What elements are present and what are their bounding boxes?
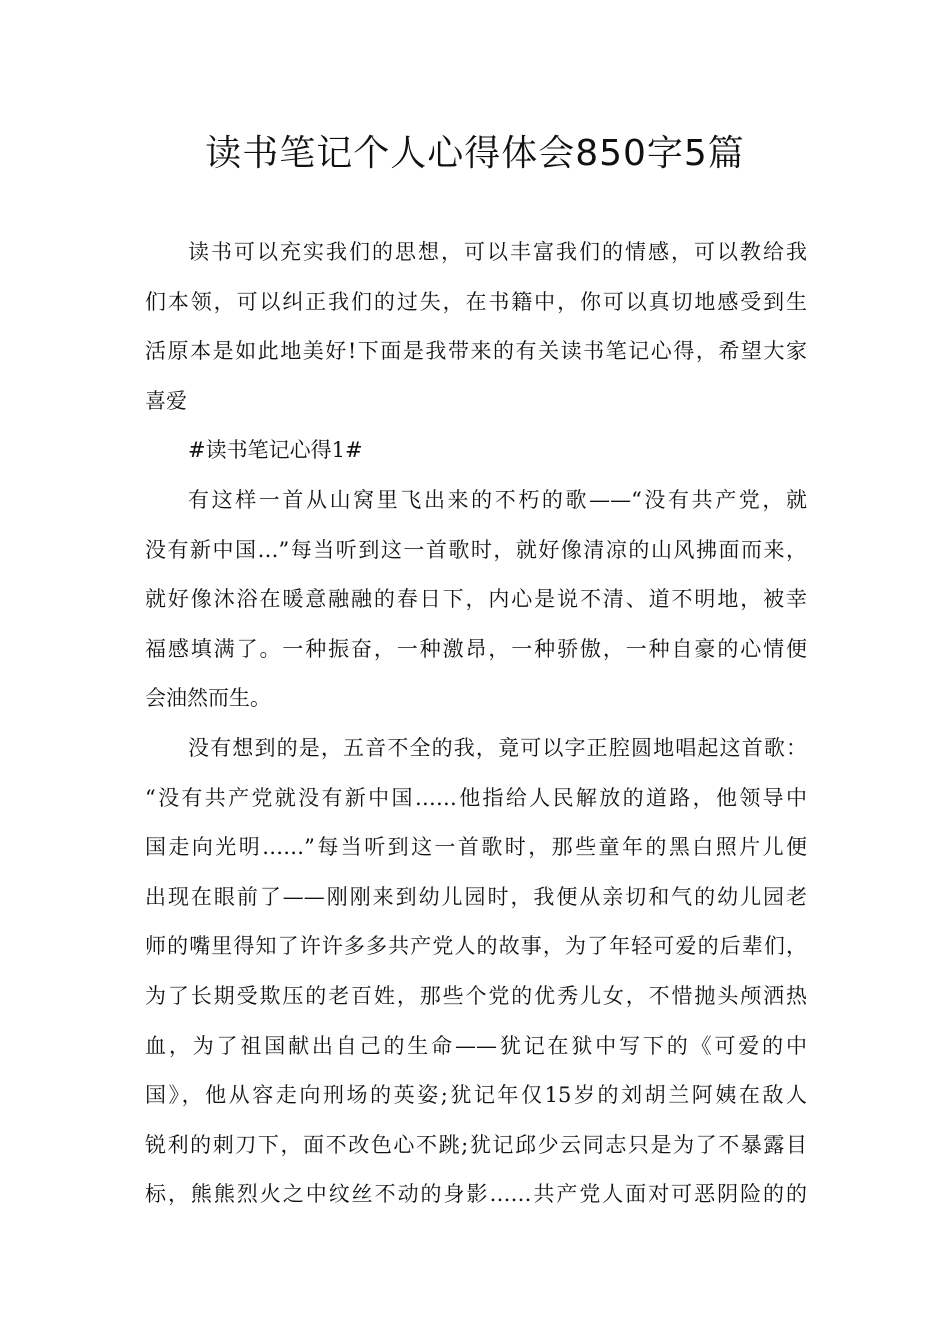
- document-title: 读书笔记个人心得体会850字5篇: [205, 133, 745, 174]
- text-line: “没有共产党就没有新中国……他指给人民解放的道路，他领导中: [145, 785, 807, 810]
- text-line: 标，熊熊烈火之中纹丝不动的身影……共产党人面对可恶阴险的的: [145, 1182, 807, 1207]
- text-line: 血，为了祖国献出自己的生命——犹记在狱中写下的《可爱的中: [145, 1033, 807, 1058]
- text-line: 福感填满了。一种振奋，一种激昂，一种骄傲，一种自豪的心情便: [145, 636, 807, 661]
- text-line: 会油然而生。: [145, 686, 271, 711]
- text-line: 师的嘴里得知了许许多多共产党人的故事，为了年轻可爱的后辈们，: [145, 934, 807, 959]
- text-line: 们本领，可以纠正我们的过失，在书籍中，你可以真切地感受到生: [145, 289, 807, 314]
- text-line: 为了长期受欺压的老百姓，那些个党的优秀儿女，不惜抛头颅洒热: [145, 983, 807, 1008]
- text-line: 没有新中国…”每当听到这一首歌时，就好像清凉的山风拂面而来，: [145, 537, 807, 562]
- text-line: 国走向光明……”每当听到这一首歌时，那些童年的黑白照片儿便: [145, 835, 807, 860]
- text-line: #读书笔记心得1#: [188, 438, 363, 463]
- text-line: 喜爱: [145, 388, 187, 413]
- text-line: 国》，他从容走向刑场的英姿;犹记年仅15岁的刘胡兰阿姨在敌人: [145, 1083, 807, 1108]
- text-line: 就好像沐浴在暖意融融的春日下，内心是说不清、道不明地，被幸: [145, 587, 807, 612]
- text-line: 活原本是如此地美好!下面是我带来的有关读书笔记心得，希望大家: [145, 339, 807, 364]
- text-line: 锐利的刺刀下，面不改色心不跳;犹记邱少云同志只是为了不暴露目: [145, 1132, 807, 1157]
- text-line: 读书可以充实我们的思想，可以丰富我们的情感，可以教给我: [188, 240, 807, 264]
- document-body: [145, 228, 807, 1220]
- text-line: 有这样一首从山窝里飞出来的不朽的歌——“没有共产党，就: [188, 487, 807, 512]
- text-line: 没有想到的是，五音不全的我，竟可以字正腔圆地唱起这首歌：: [188, 735, 807, 760]
- text-line: 出现在眼前了——刚刚来到幼儿园时，我便从亲切和气的幼儿园老: [145, 884, 807, 909]
